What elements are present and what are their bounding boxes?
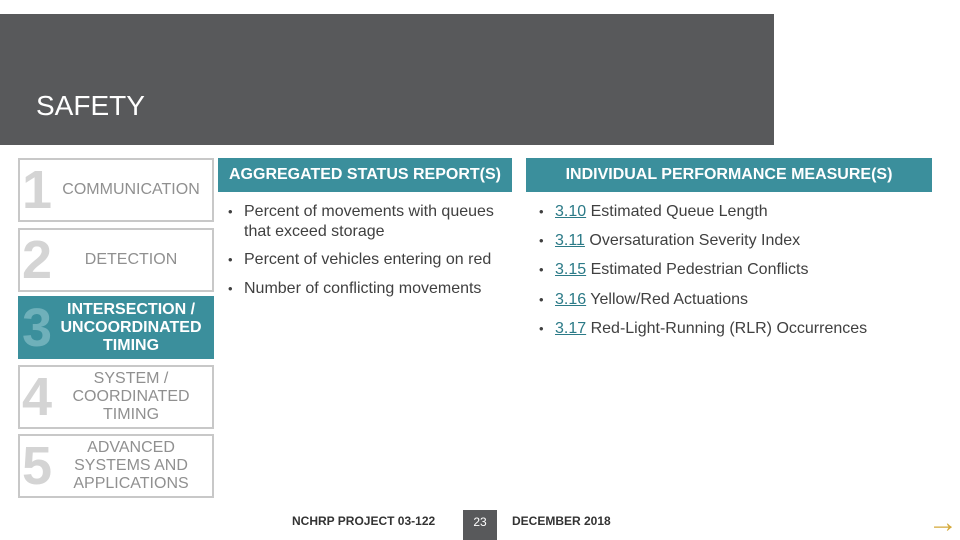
step-number: 1 (22, 160, 53, 220)
arrow-right-icon[interactable]: → (928, 506, 958, 539)
measure-text: Estimated Pedestrian Conflicts (586, 261, 809, 278)
step-system[interactable] (18, 365, 214, 429)
measure-text: Yellow/Red Actuations (586, 291, 749, 308)
step-advanced[interactable] (18, 434, 214, 498)
measure-link[interactable]: 3.10 (555, 203, 587, 220)
step-communication[interactable] (18, 158, 214, 222)
step-label: DETECTION (84, 251, 178, 268)
measure-link[interactable]: 3.15 (555, 261, 587, 278)
measure-text: Red-Light-Running (RLR) Occurrences (586, 320, 868, 337)
page-number: 23 (463, 510, 497, 540)
list-item (537, 319, 937, 339)
footer-project: NCHRP PROJECT 03-122 (292, 514, 436, 528)
measure-text: Oversaturation Severity Index (584, 232, 801, 249)
list-item (537, 260, 937, 280)
step-label: COMMUNICATION (62, 181, 200, 198)
footer-date: DECEMBER 2018 (512, 514, 611, 528)
individual-header: INDIVIDUAL PERFORMANCE MEASURE(S) (526, 158, 932, 192)
step-label: ADVANCED SYSTEMS AND APPLICATIONS (73, 439, 189, 492)
step-label: INTERSECTION / UNCOORDINATED TIMING (60, 300, 202, 354)
list-item: • Percent of vehicles entering on red (226, 250, 501, 270)
list-item: • Percent of movements with queues that exceed storage (226, 202, 501, 242)
individual-list (537, 202, 937, 339)
step-number: 3 (22, 297, 53, 358)
measure-text: Estimated Queue Length (586, 203, 768, 220)
page-title: SAFETY (36, 90, 145, 121)
measure-link[interactable]: 3.16 (555, 291, 587, 308)
list-item: • Number of conflicting movements (226, 279, 501, 299)
aggregated-header: AGGREGATED STATUS REPORT(S) (218, 158, 512, 192)
measure-link[interactable]: 3.11 (555, 232, 585, 249)
step-number: 2 (22, 230, 53, 290)
list-item (537, 231, 937, 251)
measure-link[interactable]: 3.17 (555, 320, 587, 337)
aggregated-list (226, 202, 501, 299)
step-label: SYSTEM / COORDINATED TIMING (72, 370, 190, 423)
step-number: 4 (22, 367, 53, 427)
title-banner (0, 14, 774, 145)
list-item (537, 290, 937, 310)
step-detection[interactable] (18, 228, 214, 292)
list-item (537, 202, 937, 222)
step-number: 5 (22, 436, 53, 496)
step-intersection[interactable] (18, 296, 214, 359)
